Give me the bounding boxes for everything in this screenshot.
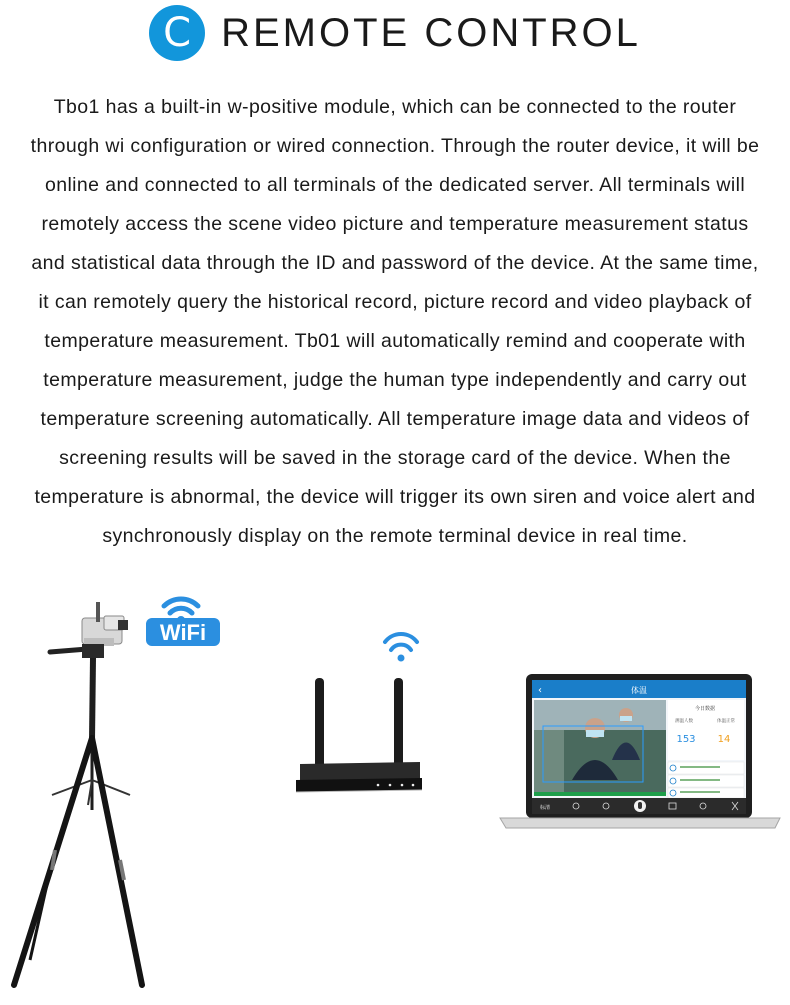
- laptop-illustration: [500, 674, 780, 828]
- tablet-stat-left-label: 测温人数: [675, 719, 693, 724]
- tablet-title: 体温: [631, 686, 647, 695]
- router-illustration: [296, 634, 422, 792]
- tripod-camera-illustration: [14, 602, 142, 985]
- wifi-badge-label: WiFi: [159, 620, 207, 645]
- illustration: [0, 580, 790, 1005]
- tablet-stat-right-label: 体温正常: [717, 719, 735, 724]
- svg-text:‹: ‹: [538, 685, 542, 696]
- tablet-bottom-label: 标清: [540, 805, 551, 811]
- section-title: REMOTE CONTROL: [221, 10, 641, 55]
- tablet-stat-left-value: 153: [676, 734, 696, 745]
- tablet-panel-title: 今日数据: [694, 706, 716, 712]
- section-badge-icon: C: [149, 5, 205, 61]
- wifi-badge-icon: [146, 599, 220, 646]
- tablet-stat-right-value: 14: [717, 734, 731, 745]
- description-paragraph: Tbo1 has a built-in w-positive module, which can be connected to the router through wi configuration or wired connection. Through the router device, it will be online and connected to all terminals of the dedicated server. All terminals will remotely access the scene video picture and temperature measurement status and statistical data through the ID and password of the device. At the same time, it can remotely query the historical record, picture record and video playback of temperature measurement. Tb01 will automatically remind and cooperate with temperature measurement, judge the human type independently and carry out temperature screening automatically. All temperature image data and videos of screening results will be saved in the storage card of the device. When the temperature is abnormal, the device will trigger its own siren and voice alert and synchronously display on the remote terminal device in real time.: [30, 96, 760, 547]
- section-header: [0, 4, 790, 62]
